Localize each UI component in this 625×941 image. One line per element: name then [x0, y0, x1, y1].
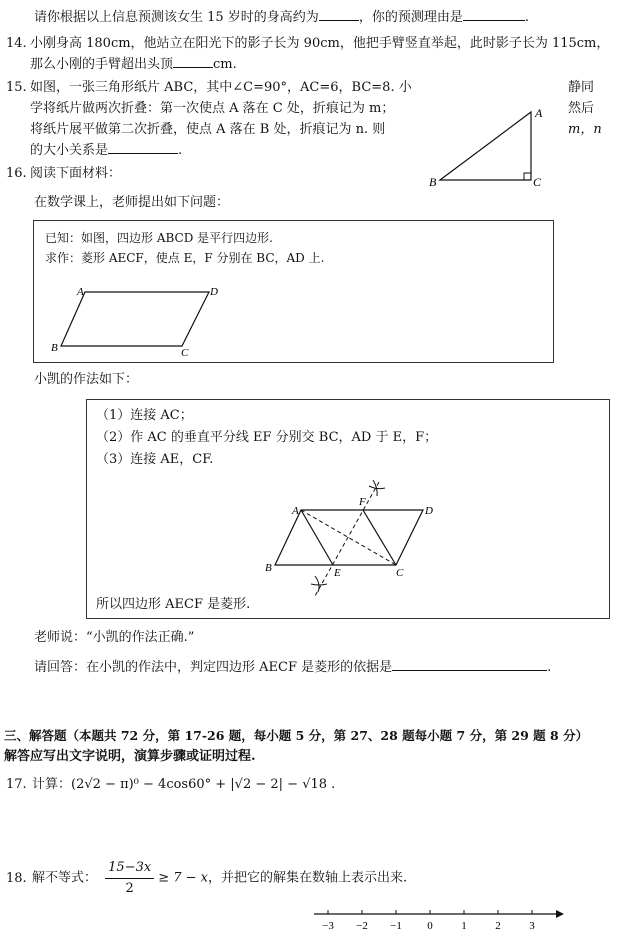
q14-line2-b: cm.	[213, 57, 237, 72]
segment-cf	[363, 510, 396, 565]
q16-method-box	[86, 399, 610, 619]
q17-expression: (2√2 − π)⁰ − 4cos60° + |√2 − 2| − √18 .	[71, 777, 336, 792]
number-line-arrow	[556, 910, 564, 918]
q17-line	[6, 775, 335, 795]
number-line-tick-label: 0	[427, 920, 433, 932]
label-a: A	[77, 286, 84, 298]
q15-line2: 学将纸片做两次折叠：第一次使点 A 落在 C 处，折痕记为 m；	[30, 101, 395, 116]
q16-number: 16.	[6, 166, 27, 181]
q13-blank-reason	[463, 8, 525, 21]
q13-text-a: 请你根据以上信息预测该女生 15 岁时的身高约为	[34, 10, 319, 25]
section3-heading: 三、解答题（本题共 72 分，第 17-26 题，每小题 5 分，第 27、28 题每小题 7 分，第 29 题 8 分）	[4, 728, 589, 743]
q18-fraction	[105, 858, 154, 899]
q14-line1: 小刚身高 180cm，他站立在阳光下的影子长为 90cm，他把手臂竖直举起，此时影子长为 115cm，	[30, 36, 610, 51]
label-c: C	[181, 347, 189, 359]
box1-line2: 求作：菱形 AECF，使点 E，F 分别在 BC，AD 上.	[45, 251, 325, 265]
q15-line4-b: .	[178, 143, 183, 158]
q15-triangle-figure	[425, 100, 555, 192]
teacher-comment: 老师说：“小凯的作法正确.”	[34, 630, 195, 645]
q18-fraction-denominator: 2	[125, 881, 134, 897]
label-c: C	[533, 175, 542, 189]
q15-right3: m，n	[568, 122, 602, 137]
q16-answer-blank	[392, 658, 547, 671]
label-b: B	[265, 562, 272, 574]
q17-number: 17.	[6, 777, 27, 792]
label-d: D	[425, 505, 433, 517]
step-2: （2）作 AC 的垂直平分线 EF 分别交 BC，AD 于 E，F；	[96, 430, 438, 445]
q14-line2	[30, 55, 237, 75]
number-line-tick-label: 1	[461, 920, 467, 932]
q16-answer-line	[34, 658, 551, 678]
number-line-tick-label: −2	[356, 920, 368, 932]
q18-tail: ，并把它的解集在数轴上表示出来.	[208, 870, 408, 886]
number-line-ticks	[322, 910, 535, 932]
q16-intro: 在数学课上，老师提出如下问题：	[34, 195, 230, 210]
perpendicular-bisector-ef	[315, 482, 379, 596]
number-line-tick-label: 2	[495, 920, 501, 932]
q16-method-intro: 小凯的作法如下：	[34, 372, 139, 387]
box1-line1: 已知：如图，四边形 ABCD 是平行四边形.	[45, 231, 273, 245]
section3-subheading: 解答应写出文字说明，演算步骤或证明过程.	[4, 749, 256, 764]
q15-right1: 静同	[568, 80, 595, 95]
q17-label: 计算：	[32, 777, 72, 792]
number-line	[308, 904, 568, 938]
q14-number: 14.	[6, 36, 27, 51]
number-line-tick-label: −1	[390, 920, 402, 932]
q15-right2: 然后	[568, 101, 595, 116]
parallelogram-abcd	[275, 510, 423, 565]
diagonal-ac	[301, 510, 396, 565]
label-e: E	[334, 567, 341, 579]
q14-line2-a: 那么小刚的手臂超出头顶	[30, 57, 174, 72]
parallelogram-abcd	[61, 292, 209, 346]
q15-line4-a: 的大小关系是	[30, 143, 109, 158]
q16-answer-b: .	[547, 660, 552, 675]
arc-mark-bottom-2	[315, 576, 319, 592]
label-d: D	[210, 286, 218, 298]
step-1: （1）连接 AC；	[96, 408, 193, 423]
q18-rhs: ≥ 7 − x	[158, 870, 208, 886]
parallelogram-figure	[49, 281, 249, 359]
q13-blank-height	[319, 8, 359, 21]
q13-text-c: .	[524, 10, 529, 25]
label-b: B	[429, 175, 437, 189]
label-a: A	[535, 106, 543, 120]
label-f: F	[359, 496, 366, 508]
q18-number: 18.	[6, 870, 27, 886]
label-c: C	[396, 567, 404, 579]
q16-title: 阅读下面材料：	[30, 166, 122, 181]
q16-answer-a: 请回答：在小凯的作法中，判定四边形 AECF 是菱形的依据是	[34, 660, 393, 675]
q18-fraction-numerator: 15−3x	[105, 858, 154, 879]
q15-line4	[30, 141, 182, 161]
conclusion: 所以四边形 AECF 是菱形.	[96, 597, 251, 612]
q18-line	[6, 858, 407, 899]
label-b: B	[51, 342, 58, 354]
triangle-abc	[440, 112, 531, 180]
q15-line3: 将纸片展平做第二次折叠，使点 A 落在 B 处，折痕记为 n. 则	[30, 122, 386, 137]
segment-ae	[301, 510, 333, 565]
number-line-tick-label: −3	[322, 920, 334, 932]
q18-label: 解不等式：	[32, 870, 98, 886]
q15-blank	[108, 141, 178, 154]
q15-number: 15.	[6, 80, 27, 95]
label-a: A	[292, 505, 299, 517]
right-angle-mark	[524, 173, 531, 180]
q13-text-b: ，你的预测理由是	[358, 10, 463, 25]
q14-blank	[173, 55, 213, 68]
q13-tail-line	[34, 8, 529, 28]
number-line-tick-label: 3	[529, 920, 535, 932]
step-3: （3）连接 AE，CF.	[96, 452, 214, 467]
q16-problem-box	[33, 220, 554, 363]
construction-figure	[263, 472, 443, 602]
q15-line1: 如图，一张三角形纸片 ABC，其中∠C=90°，AC=6，BC=8. 小	[30, 80, 412, 95]
